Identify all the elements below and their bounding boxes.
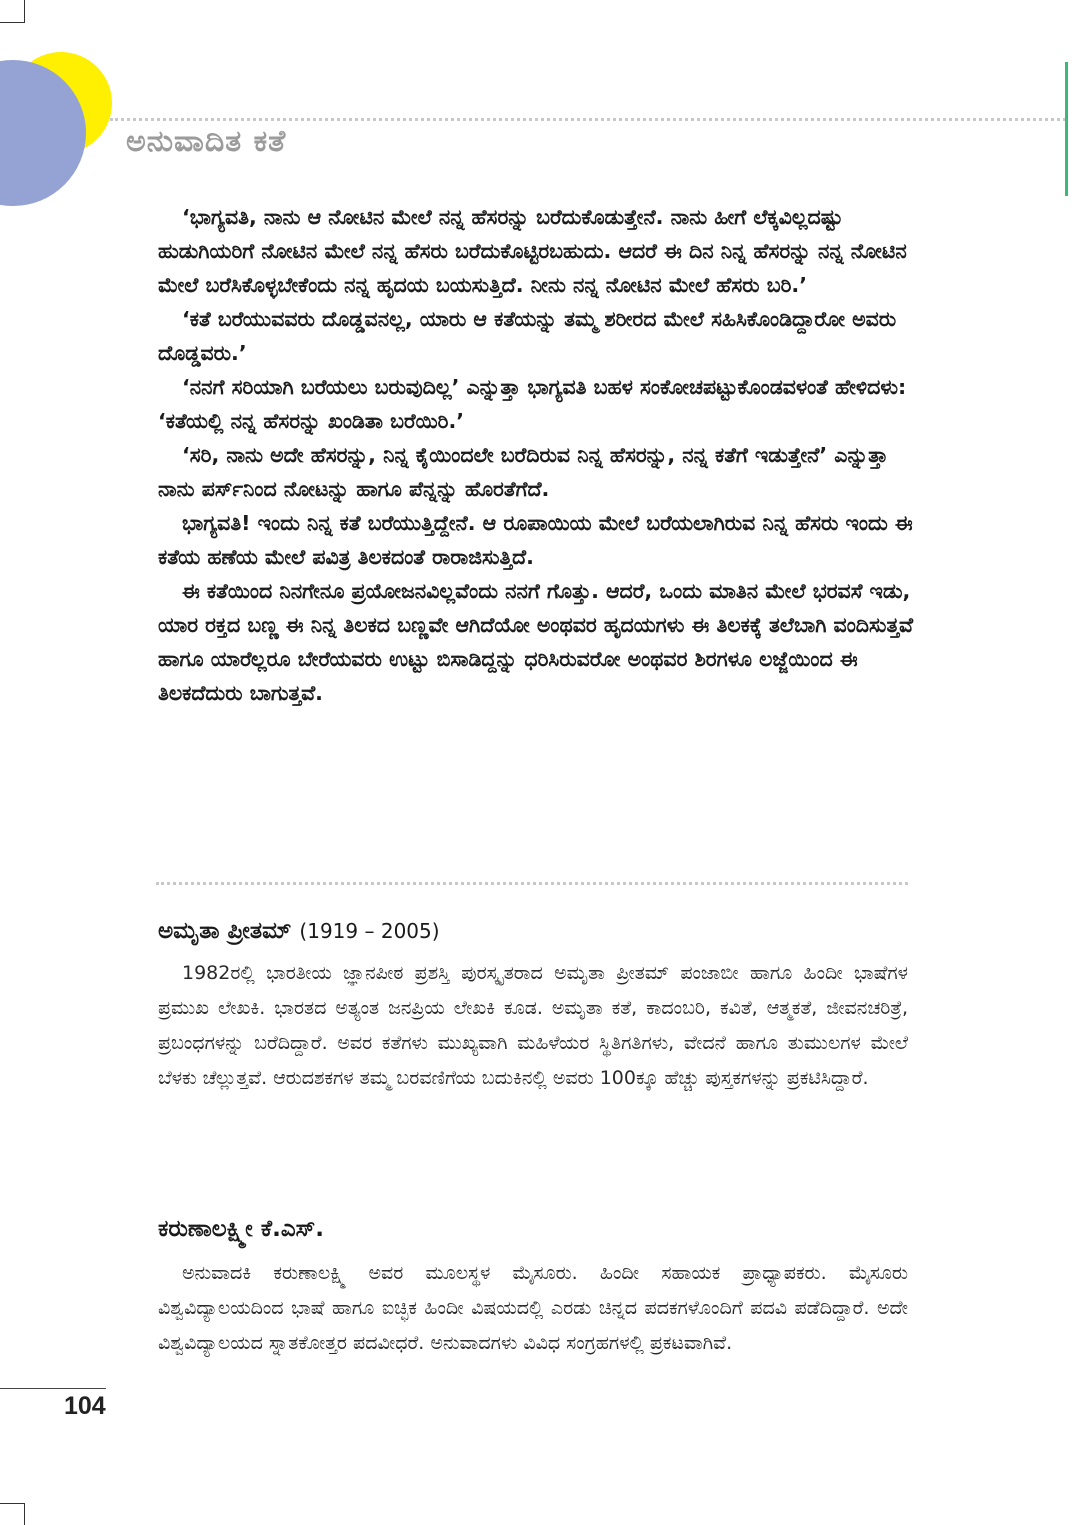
header-dotted-rule xyxy=(110,118,1066,121)
page-number-rule xyxy=(0,1388,106,1389)
story-body xyxy=(158,200,918,710)
author-bio: 1982ರಲ್ಲಿ ಭಾರತೀಯ ಜ್ಞಾನಪೀಠ ಪ್ರಶಸ್ತಿ ಪುರಸ್ಕೃತರಾದ ಅಮೃತಾ ಪ್ರೀತಮ್ ಪಂಜಾಬೀ ಹಾಗೂ ಹಿಂದೀ ಭಾಷೆಗಳ ಪ್ರಮುಖ ಲೇಖಕಿ. ಭಾರತದ ಅತ್ಯಂತ ಜನಪ್ರಿಯ ಲೇಖಕಿ ಕೂಡ. ಅಮೃತಾ ಕತೆ, ಕಾದಂಬರಿ, ಕವಿತೆ, ಆತ್ಮಕತೆ, ಜೀವನಚರಿತ್ರೆ, ಪ್ರಬಂಧಗಳನ್ನು ಬರೆದಿದ್ದಾರೆ. ಅವರ ಕತೆಗಳು ಮುಖ್ಯವಾಗಿ ಮಹಿಳೆಯರ ಸ್ಥಿತಿಗತಿಗಳು, ವೇದನೆ ಹಾಗೂ ತುಮುಲಗಳ ಮೇಲೆ ಬೆಳಕು ಚೆಲ್ಲುತ್ತವೆ. ಆರುದಶಕಗಳ ತಮ್ಮ ಬರವಣಿಗೆಯ ಬದುಕಿನಲ್ಲಿ ಅವರು 100ಕ್ಕೂ ಹೆಚ್ಚು ಪುಸ್ತಕಗಳನ್ನು ಪ್ರಕಟಿಸಿದ್ದಾರೆ. xyxy=(158,962,908,1089)
crop-mark-top-vertical xyxy=(24,0,25,22)
page-number: 104 xyxy=(64,1392,106,1420)
author-heading xyxy=(158,918,440,944)
author-name: ಅಮೃತಾ ಪ್ರೀತಮ್ xyxy=(158,918,292,944)
section-dotted-rule xyxy=(156,882,908,885)
crop-mark-top-horizontal xyxy=(0,22,25,23)
section-title: ಅನುವಾದಿತ ಕತೆ xyxy=(126,124,287,159)
story-paragraph: ‘ಭಾಗ್ಯವತಿ, ನಾನು ಆ ನೋಟಿನ ಮೇಲೆ ನನ್ನ ಹೆಸರನ್ನು ಬರೆದುಕೊಡುತ್ತೇನೆ. ನಾನು ಹೀಗೆ ಲೆಕ್ಕವಿಲ್ಲದಷ್ಟು ಹುಡುಗಿಯರಿಗೆ ನೋಟಿನ ಮೇಲೆ ನನ್ನ ಹೆಸರು ಬರೆದುಕೊಟ್ಟಿರಬಹುದು. ಆದರೆ ಈ ದಿನ ನಿನ್ನ ಹೆಸರನ್ನು ನನ್ನ ನೋಟಿನ ಮೇಲೆ ಬರೆಸಿಕೊಳ್ಳಬೇಕೆಂದು ನನ್ನ ಹೃದಯ ಬಯಸುತ್ತಿದೆ. ನೀನು ನನ್ನ ನೋಟಿನ ಮೇಲೆ ಹೆಸರು ಬರಿ.’ xyxy=(158,205,907,297)
story-paragraph: ಈ ಕತೆಯಿಂದ ನಿನಗೇನೂ ಪ್ರಯೋಜನವಿಲ್ಲವೆಂದು ನನಗೆ ಗೊತ್ತು. ಆದರೆ, ಒಂದು ಮಾತಿನ ಮೇಲೆ ಭರವಸೆ ಇಡು, ಯಾರ ರಕ್ತದ ಬಣ್ಣ ಈ ನಿನ್ನ ತಿಲಕದ ಬಣ್ಣವೇ ಆಗಿದೆಯೋ ಅಂಥವರ ಹೃದಯಗಳು ಈ ತಿಲಕಕ್ಕೆ ತಲೆಬಾಗಿ ವಂದಿಸುತ್ತವೆ ಹಾಗೂ ಯಾರೆಲ್ಲರೂ ಬೇರೆಯವರು ಉಟ್ಟು ಬಿಸಾಡಿದ್ದನ್ನು ಧರಿಸಿರುವರೋ ಅಂಥವರ ಶಿರಗಳೂ ಲಜ್ಜೆಯಿಂದ ಈ ತಿಲಕದೆದುರು ಬಾಗುತ್ತವೆ. xyxy=(158,579,914,705)
translator-heading: ಕರುಣಾಲಕ್ಷ್ಮೀ ಕೆ.ಎಸ್. xyxy=(158,1216,324,1242)
story-paragraph: ‘ಕತೆ ಬರೆಯುವವರು ದೊಡ್ಡವನಲ್ಲ, ಯಾರು ಆ ಕತೆಯನ್ನು ತಮ್ಮ ಶರೀರದ ಮೇಲೆ ಸಹಿಸಿಕೊಂಡಿದ್ದಾರೋ ಅವರು ದೊಡ್ಡವರು.’ xyxy=(158,307,897,365)
story-paragraph: ‘ಸರಿ, ನಾನು ಅದೇ ಹೆಸರನ್ನು, ನಿನ್ನ ಕೈಯಿಂದಲೇ ಬರೆದಿರುವ ನಿನ್ನ ಹೆಸರನ್ನು, ನನ್ನ ಕತೆಗೆ ಇಡುತ್ತೇನೆ’ ಎನ್ನುತ್ತಾ ನಾನು ಪರ್ಸ್‌ನಿಂದ ನೋಟನ್ನು ಹಾಗೂ ಪೆನ್ನನ್ನು ಹೊರತೆಗೆದೆ. xyxy=(158,443,889,501)
crop-mark-bottom-vertical xyxy=(24,1503,25,1525)
translator-bio: ಅನುವಾದಕಿ ಕರುಣಾಲಕ್ಷ್ಮಿ ಅವರ ಮೂಲಸ್ಥಳ ಮೈಸೂರು. ಹಿಂದೀ ಸಹಾಯಕ ಪ್ರಾಧ್ಯಾಪಕರು. ಮೈಸೂರು ವಿಶ್ವವಿದ್ಯಾಲಯದಿಂದ ಭಾಷೆ ಹಾಗೂ ಐಚ್ಛಿಕ ಹಿಂದೀ ವಿಷಯದಲ್ಲಿ ಎರಡು ಚಿನ್ನದ ಪದಕಗಳೊಂದಿಗೆ ಪದವಿ ಪಡೆದಿದ್ದಾರೆ. ಅದೇ ವಿಶ್ವವಿದ್ಯಾಲಯದ ಸ್ನಾತಕೋತ್ತರ ಪದವೀಧರೆ. ಅನುವಾದಗಳು ವಿವಿಧ ಸಂಗ್ರಹಗಳಲ್ಲಿ ಪ್ರಕಟವಾಗಿವೆ. xyxy=(158,1262,908,1354)
author-years: (1919 – 2005) xyxy=(299,919,440,943)
side-green-bar xyxy=(1065,62,1068,196)
story-paragraph: ‘ನನಗೆ ಸರಿಯಾಗಿ ಬರೆಯಲು ಬರುವುದಿಲ್ಲ’ ಎನ್ನುತ್ತಾ ಭಾಗ್ಯವತಿ ಬಹಳ ಸಂಕೋಚಪಟ್ಟುಕೊಂಡವಳಂತೆ ಹೇಳಿದಳು: ‘ಕತೆಯಲ್ಲಿ ನನ್ನ ಹೆಸರನ್ನು ಖಂಡಿತಾ ಬರೆಯಿರಿ.’ xyxy=(158,375,907,433)
story-paragraph: ಭಾಗ್ಯವತಿ! ಇಂದು ನಿನ್ನ ಕತೆ ಬರೆಯುತ್ತಿದ್ದೇನೆ. ಆ ರೂಪಾಯಿಯ ಮೇಲೆ ಬರೆಯಲಾಗಿರುವ ನಿನ್ನ ಹೆಸರು ಇಂದು ಈ ಕತೆಯ ಹಣೆಯ ಮೇಲೆ ಪವಿತ್ರ ತಿಲಕದಂತೆ ರಾರಾಜಿಸುತ್ತಿದೆ. xyxy=(158,511,913,569)
crop-mark-bottom-horizontal xyxy=(0,1503,25,1504)
